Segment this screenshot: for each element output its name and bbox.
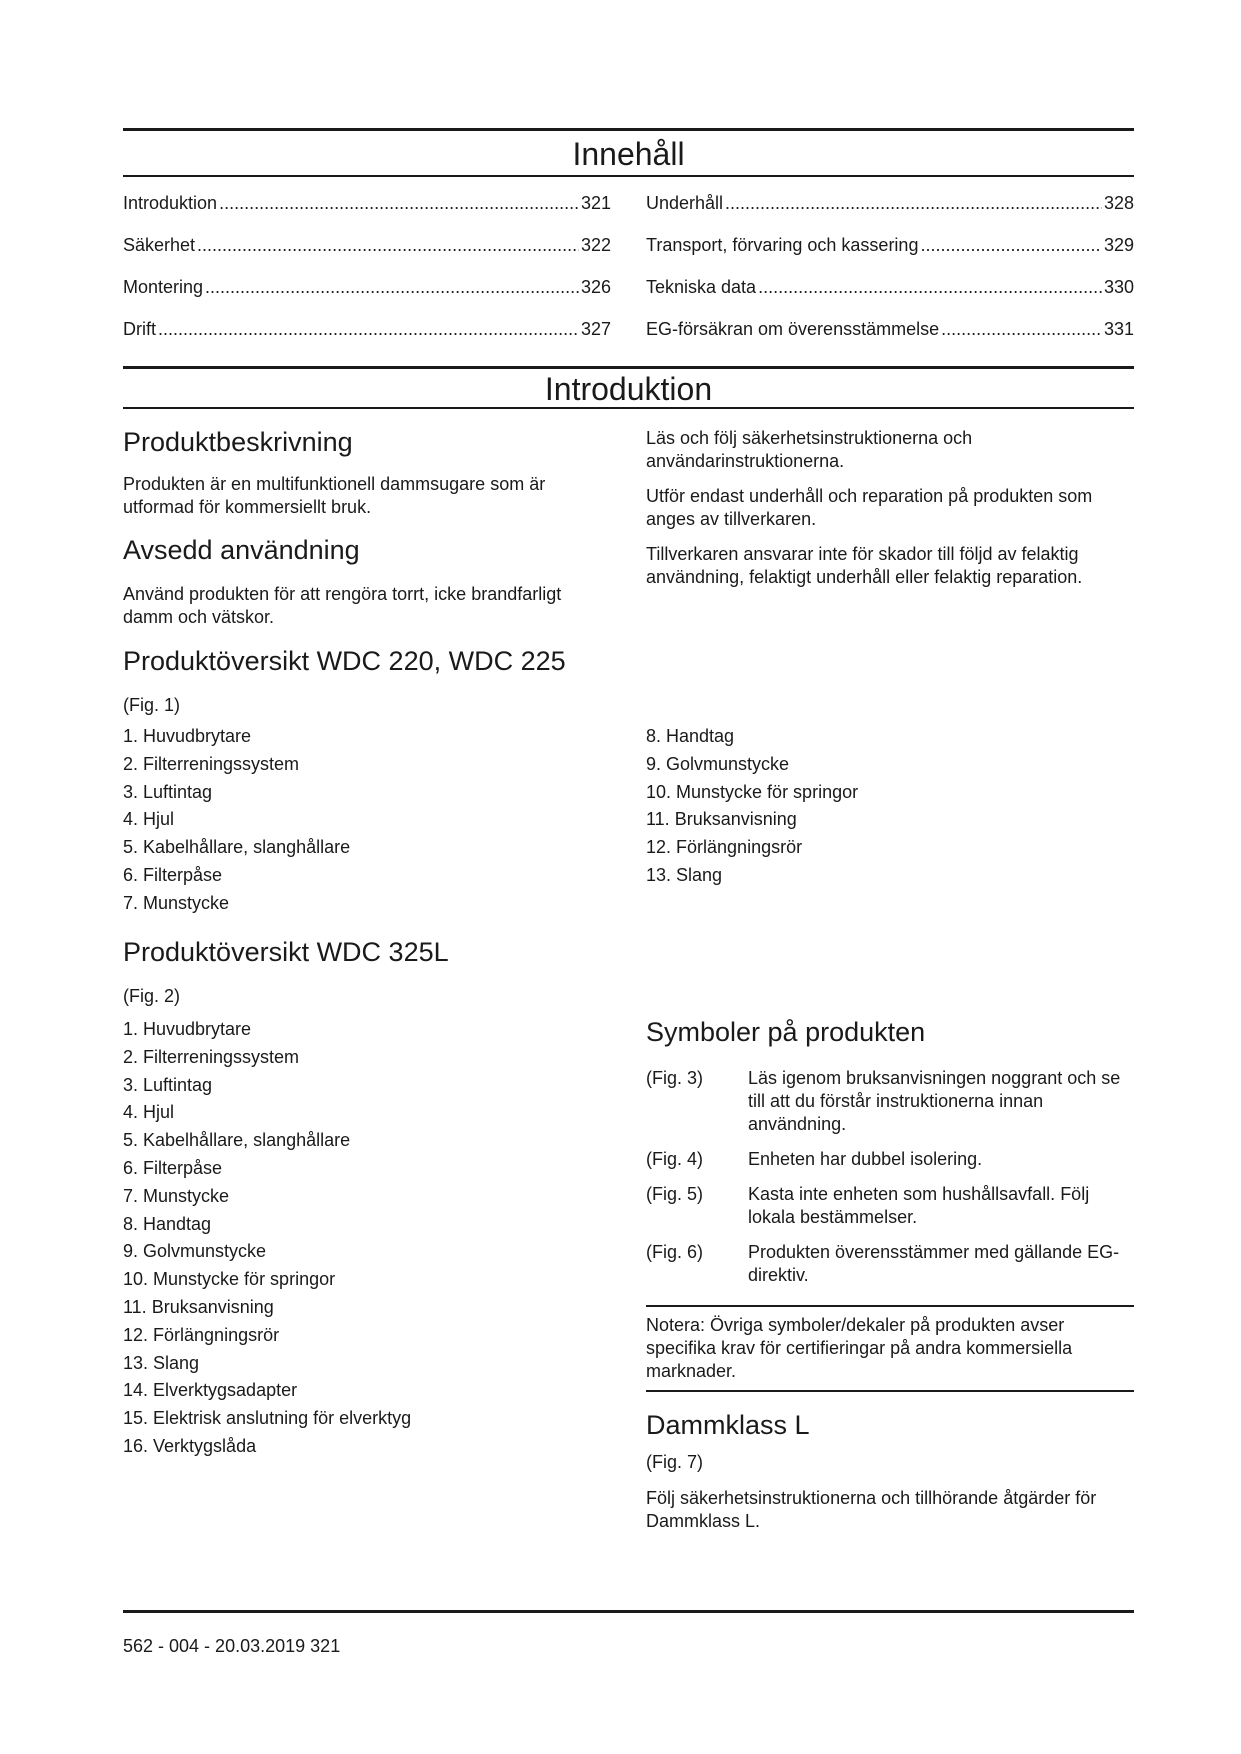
toc-leader-dots xyxy=(197,224,579,266)
list-item: 10. Munstycke för springor xyxy=(646,781,859,802)
overview1-heading: Produktöversikt WDC 220, WDC 225 xyxy=(123,646,566,676)
list-item: 5. Kabelhållare, slanghållare xyxy=(123,1130,351,1151)
toc-leader-dots xyxy=(758,266,1102,308)
toc-entry-page: 331 xyxy=(1103,319,1134,339)
list-item: 8. Handtag xyxy=(646,726,735,746)
toc-entry[interactable] xyxy=(646,266,1134,308)
toc-leader-dots xyxy=(219,182,579,224)
intro-heading-rule xyxy=(123,407,1134,409)
list-item: 8. Handtag xyxy=(123,1213,212,1234)
list-item: 13. Slang xyxy=(123,1352,200,1373)
toc-entry-title: Introduktion xyxy=(123,193,218,213)
list-item: 12. Förlängningsrör xyxy=(646,837,803,858)
symbols-heading: Symboler på produkten xyxy=(646,1017,926,1047)
symbol-text: Produkten överensstämmer med gällande EG-direktiv. xyxy=(748,1242,1120,1285)
overview1-list-right xyxy=(646,723,858,890)
list-item: 16. Verktygslåda xyxy=(123,1435,257,1456)
intro-paragraph: Läs och följ säkerhetsinstruktionerna och användarinstruktionerna. xyxy=(646,428,973,471)
product-description-text: Produkten är en multifunktionell dammsugare som är utformad för kommersiellt bruk. xyxy=(123,474,546,517)
toc-leader-dots xyxy=(205,266,579,308)
symbol-text: Enheten har dubbel isolering. xyxy=(748,1149,983,1169)
list-item: 15. Elektrisk anslutning för elverktyg xyxy=(123,1408,412,1429)
toc-entry-title: Drift xyxy=(123,319,156,339)
list-item: 4. Hjul xyxy=(123,1102,175,1123)
symbols-list xyxy=(646,1067,1134,1287)
toc-right-column xyxy=(646,182,1134,350)
toc-entry[interactable] xyxy=(646,182,1134,224)
note-label: Notera: xyxy=(646,1315,706,1335)
toc-entry-page: 328 xyxy=(1103,193,1134,213)
list-item: 11. Bruksanvisning xyxy=(123,1296,274,1317)
overview2-list xyxy=(123,1016,411,1461)
list-item: 6. Filterpåse xyxy=(123,864,223,885)
overview1-list-left xyxy=(123,723,350,918)
symbol-fig-ref: (Fig. 5) xyxy=(646,1184,704,1204)
list-item: 1. Huvudbrytare xyxy=(123,1019,252,1039)
symbol-fig-ref: (Fig. 4) xyxy=(646,1149,704,1169)
toc-entry-page: 326 xyxy=(580,277,611,297)
toc-entry[interactable] xyxy=(123,308,611,350)
note-bottom-rule xyxy=(646,1390,1134,1392)
toc-entry-title: EG-försäkran om överensstämmelse xyxy=(646,319,940,339)
toc-top-rule xyxy=(123,128,1134,131)
product-description-heading: Produktbeskrivning xyxy=(123,427,353,457)
list-item: 2. Filterreningssystem xyxy=(123,753,300,774)
toc-heading-rule xyxy=(123,175,1134,177)
list-item: 14. Elverktygsadapter xyxy=(123,1380,298,1401)
list-item: 11. Bruksanvisning xyxy=(646,809,797,830)
list-item: 2. Filterreningssystem xyxy=(123,1046,300,1067)
list-item: 7. Munstycke xyxy=(123,1185,230,1206)
list-item: 13. Slang xyxy=(646,864,723,885)
toc-entry-title: Underhåll xyxy=(646,193,724,213)
toc-leader-dots xyxy=(725,182,1102,224)
toc-entry[interactable] xyxy=(123,182,611,224)
toc-entry[interactable] xyxy=(646,308,1134,350)
toc-entry-page: 327 xyxy=(580,319,611,339)
toc-entry-page: 330 xyxy=(1103,277,1134,297)
symbol-item xyxy=(646,1067,1134,1136)
symbol-fig-ref: (Fig. 3) xyxy=(646,1068,704,1088)
intro-paragraph: Tillverkaren ansvarar inte för skador till följd av felaktig användning, felaktigt underhåll eller felaktig reparation. xyxy=(646,544,1083,587)
toc-entry-page: 321 xyxy=(580,193,611,213)
toc-heading: Innehåll xyxy=(572,136,685,172)
list-item: 12. Förlängningsrör xyxy=(123,1324,280,1345)
intro-left-column xyxy=(123,425,613,629)
intended-use-heading: Avsedd användning xyxy=(123,535,360,565)
intro-heading: Introduktion xyxy=(544,371,713,407)
toc-entry[interactable] xyxy=(123,224,611,266)
footer-page-number: 321 xyxy=(310,1636,341,1656)
note-top-rule xyxy=(646,1305,1134,1307)
dust-class-fig-ref: (Fig. 7) xyxy=(646,1452,704,1472)
list-item: 3. Luftintag xyxy=(123,1074,213,1095)
footer-doc-ref: 562 - 004 - 20.03.2019 xyxy=(123,1636,306,1656)
toc-left-column xyxy=(123,182,611,350)
symbol-fig-ref: (Fig. 6) xyxy=(646,1242,704,1262)
list-item: 3. Luftintag xyxy=(123,781,213,802)
list-item: 4. Hjul xyxy=(123,809,175,830)
toc-leader-dots xyxy=(920,224,1102,266)
overview2-fig-ref: (Fig. 2) xyxy=(123,986,181,1006)
toc-entry[interactable] xyxy=(646,224,1134,266)
dust-class-heading: Dammklass L xyxy=(646,1410,810,1440)
symbol-item xyxy=(646,1183,1134,1229)
footer-rule xyxy=(123,1610,1134,1613)
list-item: 6. Filterpåse xyxy=(123,1157,223,1178)
list-item: 10. Munstycke för springor xyxy=(123,1269,336,1290)
symbol-item xyxy=(646,1148,1134,1171)
list-item: 5. Kabelhållare, slanghållare xyxy=(123,837,351,858)
dust-class-text: Följ säkerhetsinstruktionerna och tillhörande åtgärder för Dammklass L. xyxy=(646,1488,1097,1531)
toc-entry-page: 329 xyxy=(1103,235,1134,255)
list-item: 9. Golvmunstycke xyxy=(646,753,790,774)
intro-paragraph: Utför endast underhåll och reparation på produkten som anges av tillverkaren. xyxy=(646,486,1093,529)
overview2-heading: Produktöversikt WDC 325L xyxy=(123,937,449,967)
note-text: Övriga symboler/dekaler på produkten avser specifika krav för certifieringar på andra kommersiella marknader. xyxy=(646,1315,1073,1381)
symbol-item xyxy=(646,1241,1134,1287)
note-block xyxy=(646,1314,1134,1383)
list-item: 1. Huvudbrytare xyxy=(123,726,252,746)
toc-entry[interactable] xyxy=(123,266,611,308)
list-item: 9. Golvmunstycke xyxy=(123,1241,267,1262)
toc-entry-title: Tekniska data xyxy=(646,277,757,297)
toc-entry-page: 322 xyxy=(580,235,611,255)
overview1-fig-ref: (Fig. 1) xyxy=(123,695,181,715)
toc-leader-dots xyxy=(941,308,1102,350)
intro-right-column xyxy=(646,427,1134,589)
toc-entry-title: Säkerhet xyxy=(123,235,196,255)
symbol-text: Kasta inte enheten som hushållsavfall. Följ lokala bestämmelser. xyxy=(748,1184,1090,1227)
toc-leader-dots xyxy=(158,308,579,350)
symbol-text: Läs igenom bruksanvisningen noggrant och se till att du förstår instruktionerna innan användning. xyxy=(748,1068,1121,1134)
list-item: 7. Munstycke xyxy=(123,892,230,913)
page-footer xyxy=(123,1635,340,1657)
intended-use-text: Använd produkten för att rengöra torrt, icke brandfarligt damm och vätskor. xyxy=(123,584,562,627)
toc-entry-title: Montering xyxy=(123,277,204,297)
toc-entry-title: Transport, förvaring och kassering xyxy=(646,235,919,255)
